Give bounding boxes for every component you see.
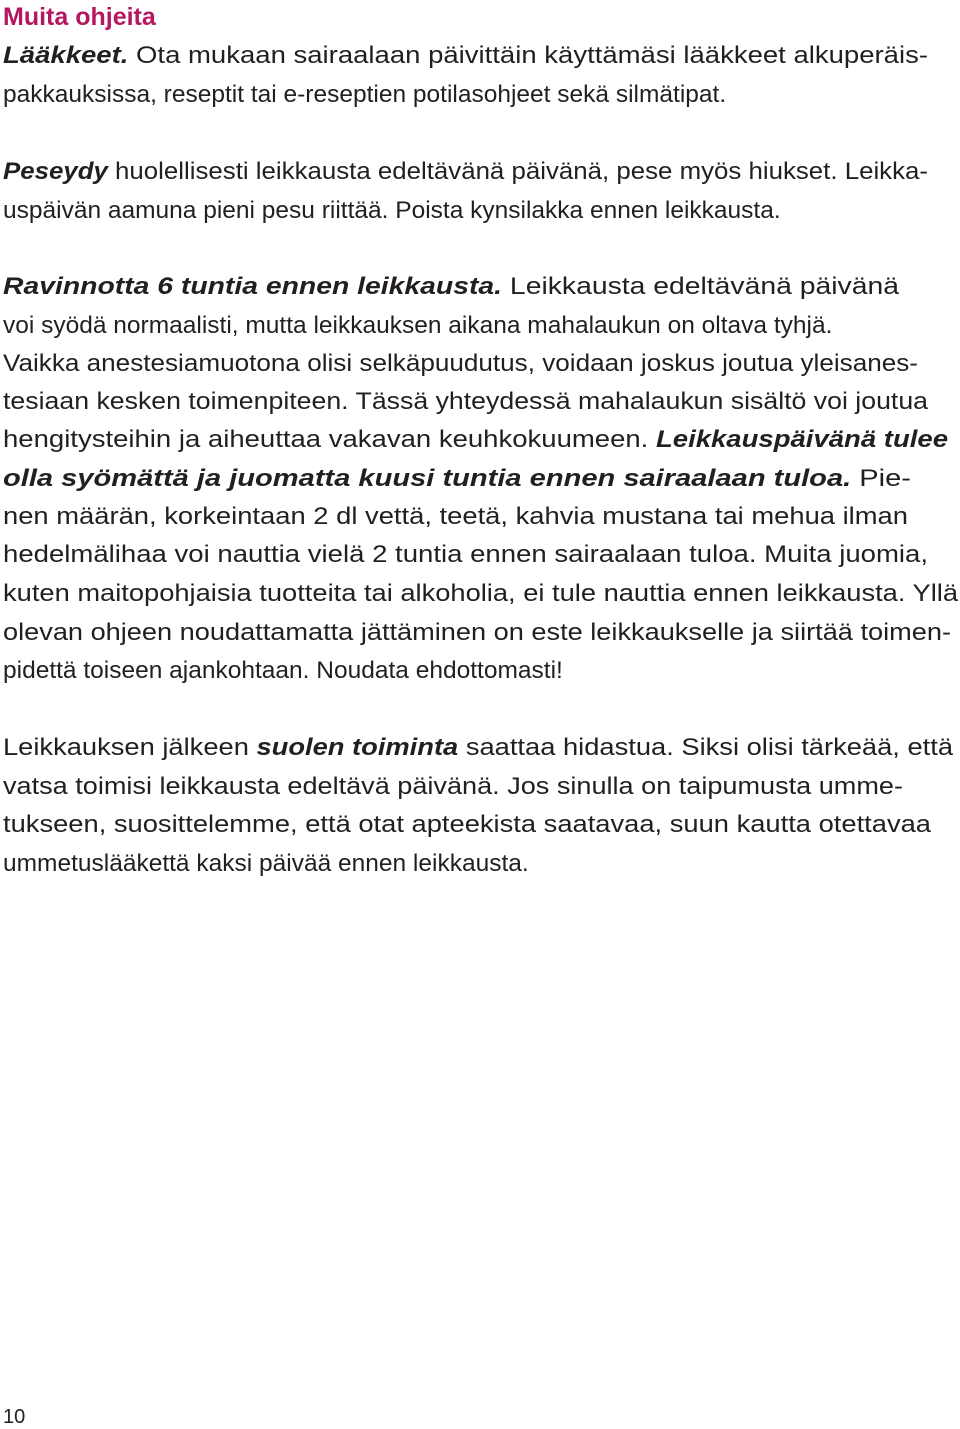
text-line (3, 736, 953, 761)
emphasis-text: olla syömättä ja juomatta kuusi tuntia ennen sairaalaan tuloa. (3, 465, 852, 492)
text-line (3, 775, 903, 800)
text-line (3, 543, 928, 568)
page-number: 10 (3, 1406, 26, 1428)
text-line (3, 390, 928, 415)
emphasis-text: Ravinnotta 6 tuntia ennen leikkausta. (3, 273, 503, 300)
text-line (3, 659, 563, 684)
text-line (3, 44, 928, 69)
body-text: hedelmälihaa voi nauttia vielä 2 tuntia ennen sairaalaan tuloa. Muita juomia, (3, 541, 928, 568)
emphasis-text: Peseydy (3, 158, 108, 185)
emphasis-text: Lääkkeet. (3, 42, 129, 69)
body-text: uspäivän aamuna pieni pesu riittää. Poista kynsilakka ennen leikkausta. (3, 197, 781, 224)
body-text: vatsa toimisi leikkausta edeltävä päivänä. Jos sinulla on taipumusta umme- (3, 773, 903, 800)
text-line (3, 467, 911, 492)
text-line (3, 314, 832, 339)
body-text: Leikkauksen jälkeen (3, 734, 257, 761)
text-line (3, 160, 928, 185)
text-line (3, 275, 899, 300)
text-line (3, 83, 726, 108)
body-text: kuten maitopohjaisia tuotteita tai alkoholia, ei tule nauttia ennen leikkausta. Yllä (3, 580, 958, 607)
body-text: ummetuslääkettä kaksi päivää ennen leikkausta. (3, 850, 529, 877)
text-line (3, 352, 918, 377)
body-text: pidettä toiseen ajankohtaan. Noudata ehdottomasti! (3, 657, 563, 684)
body-text: nen määrän, korkeintaan 2 dl vettä, teetä, kahvia mustana tai mehua ilman (3, 503, 908, 530)
emphasis-text: Leikkauspäivänä tulee (655, 426, 949, 453)
body-text: Leikkausta edeltävänä päivänä (502, 273, 899, 300)
text-line (3, 505, 908, 530)
body-text: tesiaan kesken toimenpiteen. Tässä yhteydessä mahalaukun sisältö voi joutua (3, 388, 929, 415)
body-text: Ota mukaan sairaalaan päivittäin käyttämäsi lääkkeet alkuperäis- (128, 42, 929, 69)
body-text: huolellisesti leikkausta edeltävänä päivänä, pese myös hiukset. Leikka- (107, 158, 929, 185)
page-heading: Muita ohjeita (3, 3, 156, 31)
body-text: hengitysteihin ja aiheuttaa vakavan keuhkokuumeen. (3, 426, 656, 453)
emphasis-text: suolen toiminta (256, 734, 459, 761)
text-line (3, 199, 781, 224)
body-text: Pie- (851, 465, 911, 492)
text-line (3, 852, 529, 877)
text-line (3, 813, 931, 838)
text-line (3, 621, 951, 646)
text-line (3, 428, 948, 453)
body-text: Vaikka anestesiamuotona olisi selkäpuudutus, voidaan joskus joutua yleisanes- (3, 350, 918, 377)
body-text: voi syödä normaalisti, mutta leikkauksen aikana mahalaukun on oltava tyhjä. (3, 312, 833, 339)
body-text: pakkauksissa, reseptit tai e-reseptien potilasohjeet sekä silmätipat. (3, 81, 727, 108)
text-line (3, 582, 958, 607)
body-text: saattaa hidastua. Siksi olisi tärkeää, että (458, 734, 954, 761)
body-text: olevan ohjeen noudattamatta jättäminen on este leikkaukselle ja siirtää toimen- (3, 619, 952, 646)
body-text: tukseen, suosittelemme, että otat apteekista saatavaa, suun kautta otettavaa (3, 811, 931, 838)
